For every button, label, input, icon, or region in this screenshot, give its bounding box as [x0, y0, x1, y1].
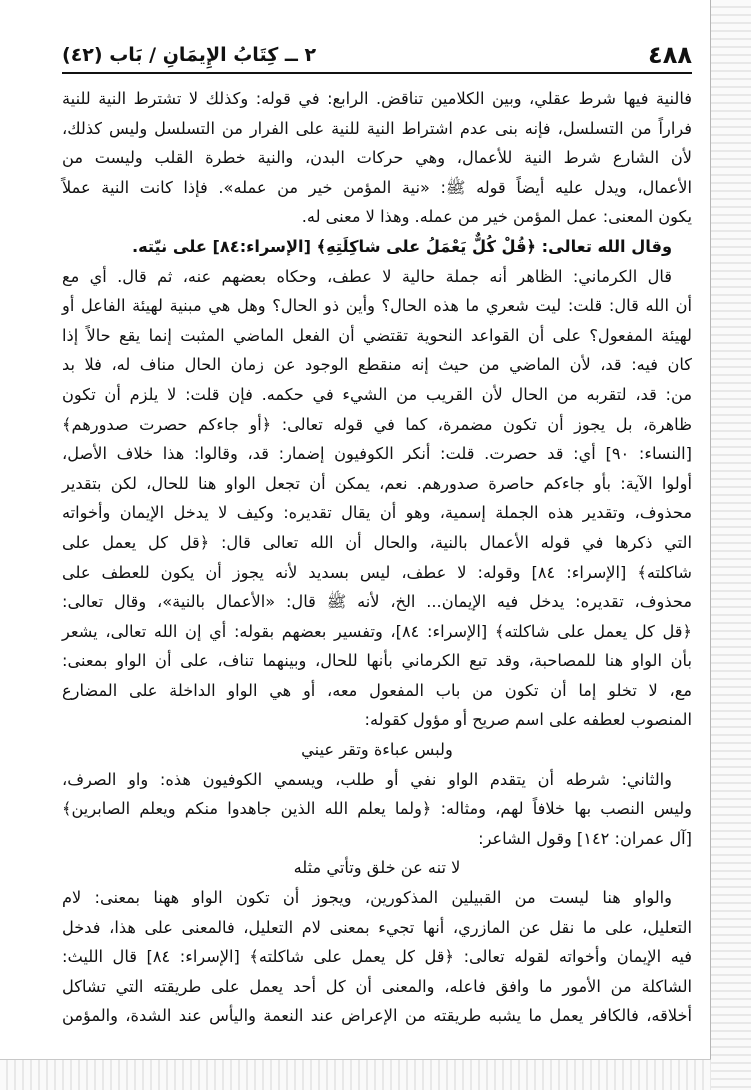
text-line: مع، لا تخلو إما أن تكون من باب المفعول معه، أو هي الواو الداخلة على المضارع: [62, 680, 692, 700]
text-line: محذوف، تقديره: يدخل فيه الإيمان... الخ، لأنه ﷺ قال: «الأعمال بالنية»، وقال تعالى:: [62, 592, 692, 612]
heading-line: وقال الله تعالى: ﴿قُلْ كُلٌّ يَعْمَلُ على شاكِلَتِهِ﴾ [الإسراء:٨٤] على نيّته.: [131, 236, 672, 256]
text-line: بأن الواو هنا للمصاحبة، وقد تبع الكرماني بأنها للحال، وبينهما تناف، على أن الواو بمعنى:: [62, 651, 692, 671]
text-line: أخلاقه، فالكافر يعمل ما يشبه طريقته من الإعراض عند النعمة واليأس عند الشدة، والمؤمن: [62, 1006, 692, 1026]
page-header: [62, 38, 692, 74]
poetry-verse: ولبس عباءة وتقر عيني: [301, 740, 453, 760]
text-line: الأعمال، ويدل عليه أيضاً قوله ﷺ: «نية المؤمن خير من عمله». فإذا كانت النية عملاً: [62, 177, 692, 197]
text-line: والثاني: شرطه أن يتقدم الواو نفي أو طلب، ويسمي الكوفيون هذه: واو الصرف،: [62, 769, 672, 789]
text-line: الشاكلة من الأمور ما وافق فاعله، والمعنى أن كل أحد يعمل على طريقته التي تشاكل: [62, 976, 692, 996]
main-text: [62, 84, 692, 1064]
text-line: ﴿قل كل يعمل على شاكلته﴾ [الإسراء: ٨٤]، وتفسير بعضهم بقوله: أي إن الله تعالى، يشعر: [62, 621, 692, 641]
text-line: فيه الإيمان وأخواته لقوله تعالى: ﴿قل كل يعمل على شاكلته﴾ [الإسراء: ٨٤] قال الليث:: [62, 947, 692, 967]
decorative-right-border: [710, 0, 751, 1090]
text-line: يكون المعنى: عمل المؤمن خير من عمله. وهذا لا معنى له.: [301, 207, 692, 227]
text-line: شاكلته﴾ [الإسراء: ٨٤] وقوله: لا عطف، ليس بسديد لأنه يجوز أن يكون للعطف على: [62, 562, 692, 582]
text-line: ظاهرة، بل يجوز أن تكون مضمرة، كما في قوله تعالى: ﴿أو جاءكم حصرت صدورهم﴾: [62, 414, 692, 434]
poetry-verse: لا تنه عن خلق وتأتي مثله: [293, 858, 461, 878]
page-number: ٤٨٨: [648, 41, 692, 69]
text-line: لهيئة المفعول؟ على أن القواعد النحوية تقتضي أن الفعل الماضي المثبت إنما يقع حالاً إذا: [62, 325, 692, 345]
text-line: قال الكرماني: الظاهر أنه جملة حالية لا عطف، وحكاه بعضهم عنه، ثم قال. أي مع: [62, 266, 672, 286]
text-line: من: قد، لتقربه من الحال لأن القريب من الشيء في حكمه. فإن قلت: لا يلزم أن تكون: [62, 384, 692, 404]
text-line: [النساء: ٩٠] أي: قد حصرت. قلت: أنكر الكوفيون إضمار: قد، وقالوا: هذا خلاف الأصل،: [62, 444, 692, 464]
text-line: [آل عمران: ١٤٢] وقول الشاعر:: [478, 828, 692, 848]
text-line: أن الله قال: قلت: ليت شعري ما هذه الحال؟ وأين ذو الحال؟ وهل هي مبنية لهيئة الفاعل أو: [62, 296, 692, 316]
text-line: وليس النصب بها خلافاً لهم، ومثاله: ﴿ولما يعلم الله الذين جاهدوا منكم ويعلم الصابرين﴾: [62, 799, 692, 819]
text-line: فالنية فيها شرط عقلي، وبين الكلامين تناقض. الرابع: في قوله: وكذلك لا تشترط النية للنية: [62, 89, 692, 108]
running-title: ٢ ــ كِتَابُ الإِيمَانِ / بَاب (٤٢): [62, 44, 317, 66]
text-line: التعليل، على ما نقل عن المازري، أنها تجيء بمعنى لام التعليل، فالمعنى على هذا، فدخل: [62, 917, 692, 937]
text-line: والواو هنا ليست من القبيلين المذكورين، ويجوز أن تكون الواو ههنا بمعنى: لام: [62, 888, 672, 908]
text-line: التي ذكرها في قوله الأعمال بالنية، والحال أن الله تعالى قال: ﴿قل كل يعمل على: [62, 532, 692, 552]
text-line: فراراً من التسلسل، فإنه بنى عدم اشتراط النية للنية على الفرار من التسلسل وليس كذلك،: [62, 118, 692, 138]
text-line: لأن الشارع شرط النية للأعمال، وهي حركات البدن، والنية خطرة القلب وليست من: [62, 148, 692, 168]
text-line: المنصوب لعطفه على اسم صريح أو مؤول كقوله:: [364, 710, 692, 730]
text-line: أولوا الآية: بأو جاءكم حاصرة صدورهم. نعم، يمكن أن تجعل الواو هنا للحال، لكن بتقدير: [62, 473, 692, 493]
text-line: كان فيه: قد، لأن الماضي من حيث إنه منقطع الوجود عن زمان الحال مناف له، فلا بد: [62, 355, 692, 375]
text-line: محذوف، وتقدير هذه الجملة إسمية، وهو أن يقال تقديره: وكيف لا يدخل الإيمان وأخواته: [62, 503, 692, 523]
